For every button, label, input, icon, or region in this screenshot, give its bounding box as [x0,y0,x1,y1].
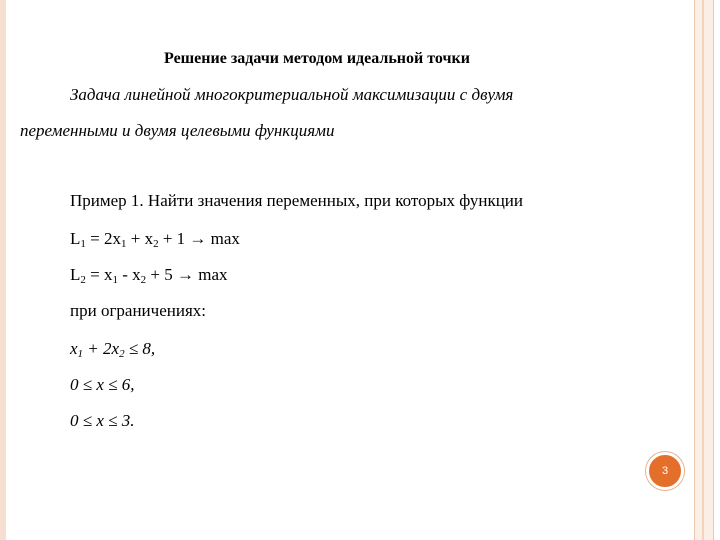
f2-term-a: = x [85,265,113,284]
constraint-3: 0 ≤ x ≤ 3. [70,411,135,430]
f2-term-a-sub: 1 [112,274,118,286]
c1-term-a: x [70,339,78,358]
f1-symbol: L [70,229,81,248]
c1-term-b-sub: 2 [119,348,125,360]
constraint-2: 0 ≤ x ≤ 6, [70,375,135,394]
f1-term-b: + x [126,229,154,248]
f2-term-c: + 5 → max [146,265,228,284]
constraints-label: при ограничениях: [70,301,206,320]
f1-term-c: + 1 → max [158,229,240,248]
function-l1 [70,228,240,250]
c1-term-c: ≤ 8, [124,339,156,358]
right-border-decoration [694,0,714,540]
page-number-badge [646,452,684,490]
f1-term-a-sub: 1 [120,238,127,250]
subtitle-line-2: переменными и двумя целевыми функциями [20,121,335,140]
c1-term-b: + 2x [83,339,120,358]
slide-title: Решение задачи методом идеальной точки [164,50,470,67]
example-intro: Пример 1. Найти значения переменных, при которых функции [70,191,524,210]
function-l2 [70,264,228,286]
f1-term-a: = 2x [85,229,121,248]
f1-symbol-sub: 1 [80,238,86,250]
c1-term-a-sub: 1 [77,348,84,360]
f2-symbol-sub: 2 [80,274,86,286]
constraint-1 [70,338,155,360]
page-number: 3 [661,465,669,477]
f2-symbol: L [70,265,81,284]
f2-term-b: - x [117,265,141,284]
subtitle-line-1: Задача линейной многокритериальной максимизации с двумя [70,85,514,104]
f1-term-b-sub: 2 [153,238,159,250]
f2-term-b-sub: 2 [140,274,147,286]
